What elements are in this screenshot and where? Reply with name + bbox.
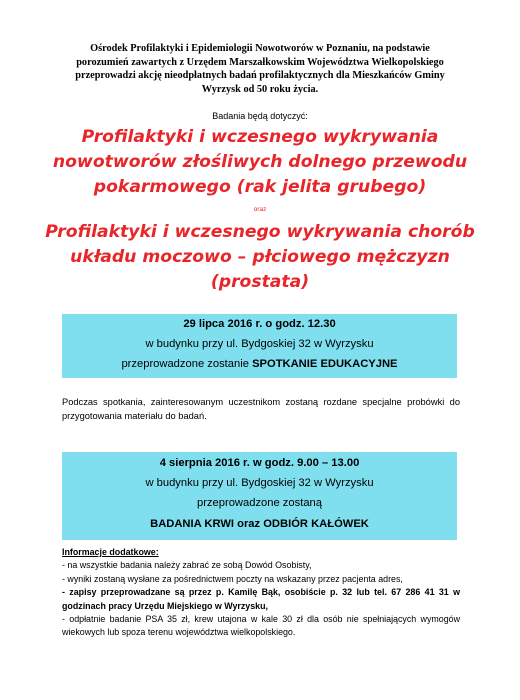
event-box-tests (62, 452, 457, 540)
program-heading-line: Profilaktyki i wczesnego wykrywania (81, 127, 439, 147)
event-location: w budynku przy ul. Bydgoskiej 32 w Wyrzysku (145, 338, 374, 350)
concern-label: Badania będą dotyczyć: (212, 111, 308, 121)
info-title: Informacje dodatkowe: (62, 547, 159, 557)
event-tests: BADANIA KRWI oraz ODBIÓR KAŁÓWEK (150, 518, 369, 530)
event-date: 4 sierpnia 2016 r. w godz. 9.00 – 13.00 (159, 457, 360, 469)
intro-line: porozumień zawartych z Urzędem Marszałkowskim Województwa Wielkopolskiego (76, 56, 444, 68)
info-item: - odpłatnie badanie PSA 35 zł, krew utajona w kale 30 zł dla osób nie spełniających wymogów wiekowych lub spoza terenu województwa wielkopolskiego. (62, 614, 460, 638)
program-heading-line: nowotworów złośliwych dolnego przewodu (52, 152, 468, 172)
intro-line: Wyrzysk od 50 roku życia. (201, 83, 319, 95)
event-action: przeprowadzone zostaną (196, 497, 322, 509)
event-location: w budynku przy ul. Bydgoskiej 32 w Wyrzysku (145, 477, 374, 489)
program-heading-line: Profilaktyki i wczesnego wykrywania chorób (45, 222, 475, 242)
info-item: - wyniki zostaną wysłane za pośrednictwem poczty na wskazany przez pacjenta adres, (62, 573, 403, 584)
program-heading-line: układu moczowo – płciowego mężczyzn (70, 247, 450, 267)
info-item: - zapisy przeprowadzane są przez p. Kamilę Bąk, osobiście p. 32 lub tel. 67 286 41 31 w godzinach pracy Urzędu Miejskiego w Wyrzysku, (62, 587, 460, 611)
additional-info (62, 546, 460, 640)
program-heading-colorectal (0, 125, 520, 200)
program-heading-prostate (0, 220, 520, 295)
program-heading-line: (prostata) (210, 272, 310, 292)
event-date: 29 lipca 2016 r. o godz. 12.30 (183, 318, 336, 330)
intro-line: Ośrodek Profilaktyki i Epidemiologii Nowotworów w Poznaniu, na podstawie (90, 43, 430, 54)
intro-line: przeprowadzi akcję nieodpłatnych badań profilaktycznych dla Mieszkańców Gminy (75, 70, 445, 82)
event-box-education (62, 314, 457, 378)
program-heading-line: pokarmowego (rak jelita grubego) (93, 177, 427, 197)
oraz-separator: oraz (253, 206, 267, 213)
event-note: Podczas spotkania, zainteresowanym uczestnikom zostaną rozdane specjalne probówki do przygotowania materiału do badań. (62, 397, 460, 421)
event-action-prefix: przeprowadzone zostanie (121, 358, 253, 370)
event-action-name: SPOTKANIE EDUKACYJNE (252, 358, 398, 370)
intro-paragraph (58, 42, 462, 96)
info-item: - na wszystkie badania należy zabrać ze sobą Dowód Osobisty, (62, 560, 312, 571)
event-action (62, 358, 457, 370)
